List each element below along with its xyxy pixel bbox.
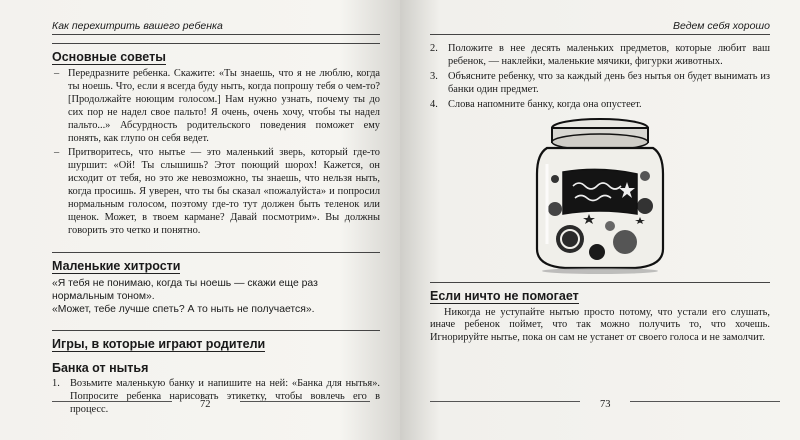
right-page bbox=[400, 0, 800, 440]
steps-list-left bbox=[52, 378, 380, 417]
subsection-title-jar: Банка от нытья bbox=[52, 360, 149, 375]
step-item: 3. Объясните ребенку, что за каждый день без нытья он будет вынимать из банки один предмет. bbox=[430, 70, 770, 95]
footer-rule bbox=[240, 401, 370, 402]
step-item: 1. Возьмите маленькую банку и напишите на ней: «Банка для нытья». Попросите ребенка нарисовать этикетку, чтобы вовлечь его в процесс. bbox=[52, 377, 380, 415]
right-running-head: Ведем себя хорошо bbox=[430, 20, 770, 35]
steps-list-right bbox=[430, 43, 770, 112]
section-paragraph: Никогда не уступайте нытью просто потому, что устали его слушать, иначе ребенок поймет, что так можно получить то, что хочешь. Игнорируйте нытье, пока он сам не устанет от своего голоса и не замолчит. bbox=[430, 306, 770, 344]
page-number: 72 bbox=[200, 399, 211, 410]
footer-rule bbox=[52, 401, 172, 402]
footer-rule bbox=[430, 401, 580, 402]
tips-list bbox=[52, 68, 380, 238]
step-item: 4. Слова напомните банку, когда она опустеет. bbox=[430, 98, 642, 110]
section-title-tricks: Маленькие хитрости bbox=[52, 252, 380, 273]
left-running-head: Как перехитрить вашего ребенка bbox=[52, 20, 380, 35]
trick-quote: «Я тебя не понимаю, когда ты ноешь — скажи еще раз нормальным тоном». bbox=[52, 277, 318, 302]
section-title-nothing-helps: Если ничто не помогает bbox=[430, 282, 770, 303]
footer-rule bbox=[630, 401, 780, 402]
trick-quote: «Может, тебе лучше спеть? А то ныть не получается». bbox=[52, 303, 315, 315]
page-number: 73 bbox=[600, 399, 611, 410]
section-title-basic-tips: Основные советы bbox=[52, 43, 380, 64]
step-item: 2. Положите в нее десять маленьких предметов, которые любит ваш ребенок, — наклейки, маленькие мячики, фигурки животных. bbox=[430, 43, 770, 67]
tip-item: – Притворитесь, что нытье — это маленький зверь, который где-то шуршит: «Ой! Ты слышишь? Этот поющий шорох! Кажется, он исходит от тебя, но это же невозможно, ты знаешь, что нельзя ныть, когда просишь. Я уверен, что ты бы сказал «пожалуйста» и попросил нормальным голосом, поэтому где-то тут должен быть теленок или щенок. Может, в твоем кармане? Давай посмотрим». Вы должны говорить это четко и понятно. bbox=[52, 147, 380, 237]
tip-item: – Передразните ребенка. Скажите: «Ты знаешь, что я не люблю, когда ты ноешь. Что, если я всегда буду ныть, когда попрошу тебя о чем-то? [Продолжайте ноющим голосом.] Нам нужно узнать, почему ты до сих пор не надел свое пальто! Я очень, очень хочу, чтобы ты надел пальто...» Абсурдность родительского поведения поможет ему понять, как глупо он себя ведет. bbox=[52, 68, 380, 145]
section-title-games: Игры, в которые играют родители bbox=[52, 330, 380, 351]
jar-illustration bbox=[525, 114, 675, 274]
